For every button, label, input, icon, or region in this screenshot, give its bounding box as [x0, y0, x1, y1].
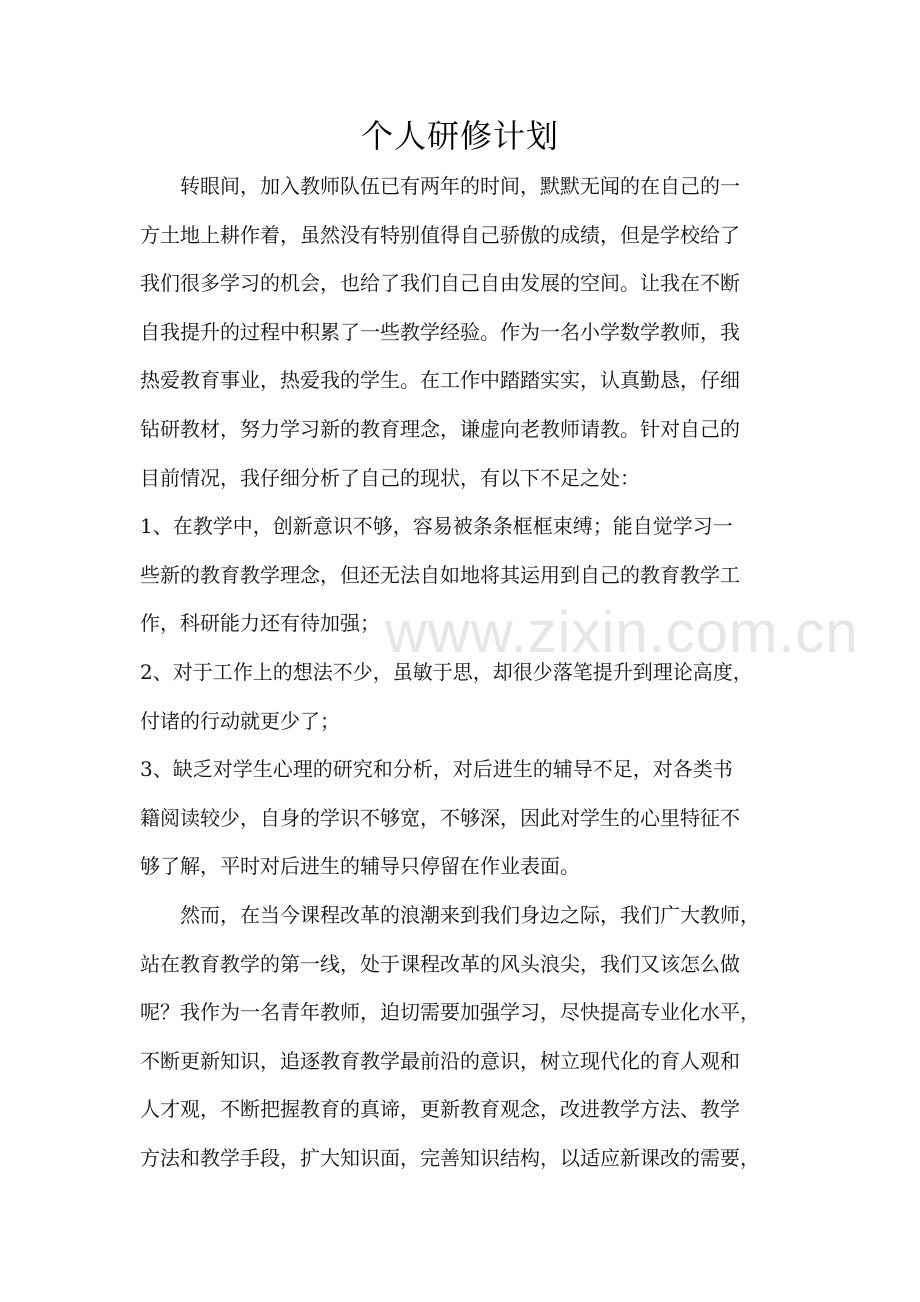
body-line: 目前情况，我仔细分析了自己的现状，有以下不足之处：	[140, 465, 640, 490]
body-line: 人才观，不断把握教育的真谛，更新教育观念，改进教学方法、教学	[140, 1097, 740, 1122]
body-line: 3、缺乏对学生心理的研究和分析，对后进生的辅导不足，对各类书	[140, 757, 733, 782]
body-line: 1、在教学中，创新意识不够，容易被条条框框束缚；能自觉学习一	[140, 514, 733, 539]
body-line: 然而，在当今课程改革的浪潮来到我们身边之际，我们广大教师，	[140, 902, 760, 927]
body-line: 呢？我作为一名青年教师，迫切需要加强学习，尽快提高专业化水平，	[140, 1000, 760, 1025]
body-line: 付诸的行动就更少了；	[140, 708, 340, 733]
body-line: 钻研教材，努力学习新的教育理念，谦虚向老教师请教。针对自己的	[140, 416, 740, 441]
body-line: 热爱教育事业，热爱我的学生。在工作中踏踏实实，认真勤恳，仔细	[140, 368, 740, 393]
body-line: 作，科研能力还有待加强；	[140, 611, 380, 636]
body-line: 2、对于工作上的想法不少，虽敏于思，却很少落笔提升到理论高度，	[140, 659, 753, 684]
watermark-text: www.zixin.com.cn	[385, 600, 859, 665]
document-body	[140, 162, 800, 1182]
body-line: 够了解，平时对后进生的辅导只停留在作业表面。	[140, 854, 580, 879]
document-title: 个人研修计划	[360, 117, 559, 155]
body-line: 站在教育教学的第一线，处于课程改革的风头浪尖，我们又该怎么做	[140, 951, 740, 976]
body-line: 我们很多学习的机会，也给了我们自己自由发展的空间。让我在不断	[140, 271, 740, 296]
body-line: 不断更新知识，追逐教育教学最前沿的意识，树立现代化的育人观和	[140, 1048, 740, 1073]
body-line: 方法和教学手段，扩大知识面，完善知识结构，以适应新课改的需要，	[140, 1145, 760, 1170]
body-line: 方土地上耕作着，虽然没有特别值得自己骄傲的成绩，但是学校给了	[140, 222, 740, 247]
body-line: 自我提升的过程中积累了一些教学经验。作为一名小学数学教师，我	[140, 319, 740, 344]
body-line: 转眼间，加入教师队伍已有两年的时间，默默无闻的在自己的一	[140, 174, 740, 198]
body-line: 些新的教育教学理念，但还无法自如地将其运用到自己的教育教学工	[140, 562, 740, 587]
body-line: 籍阅读较少，自身的学识不够宽，不够深，因此对学生的心里特征不	[140, 805, 740, 830]
